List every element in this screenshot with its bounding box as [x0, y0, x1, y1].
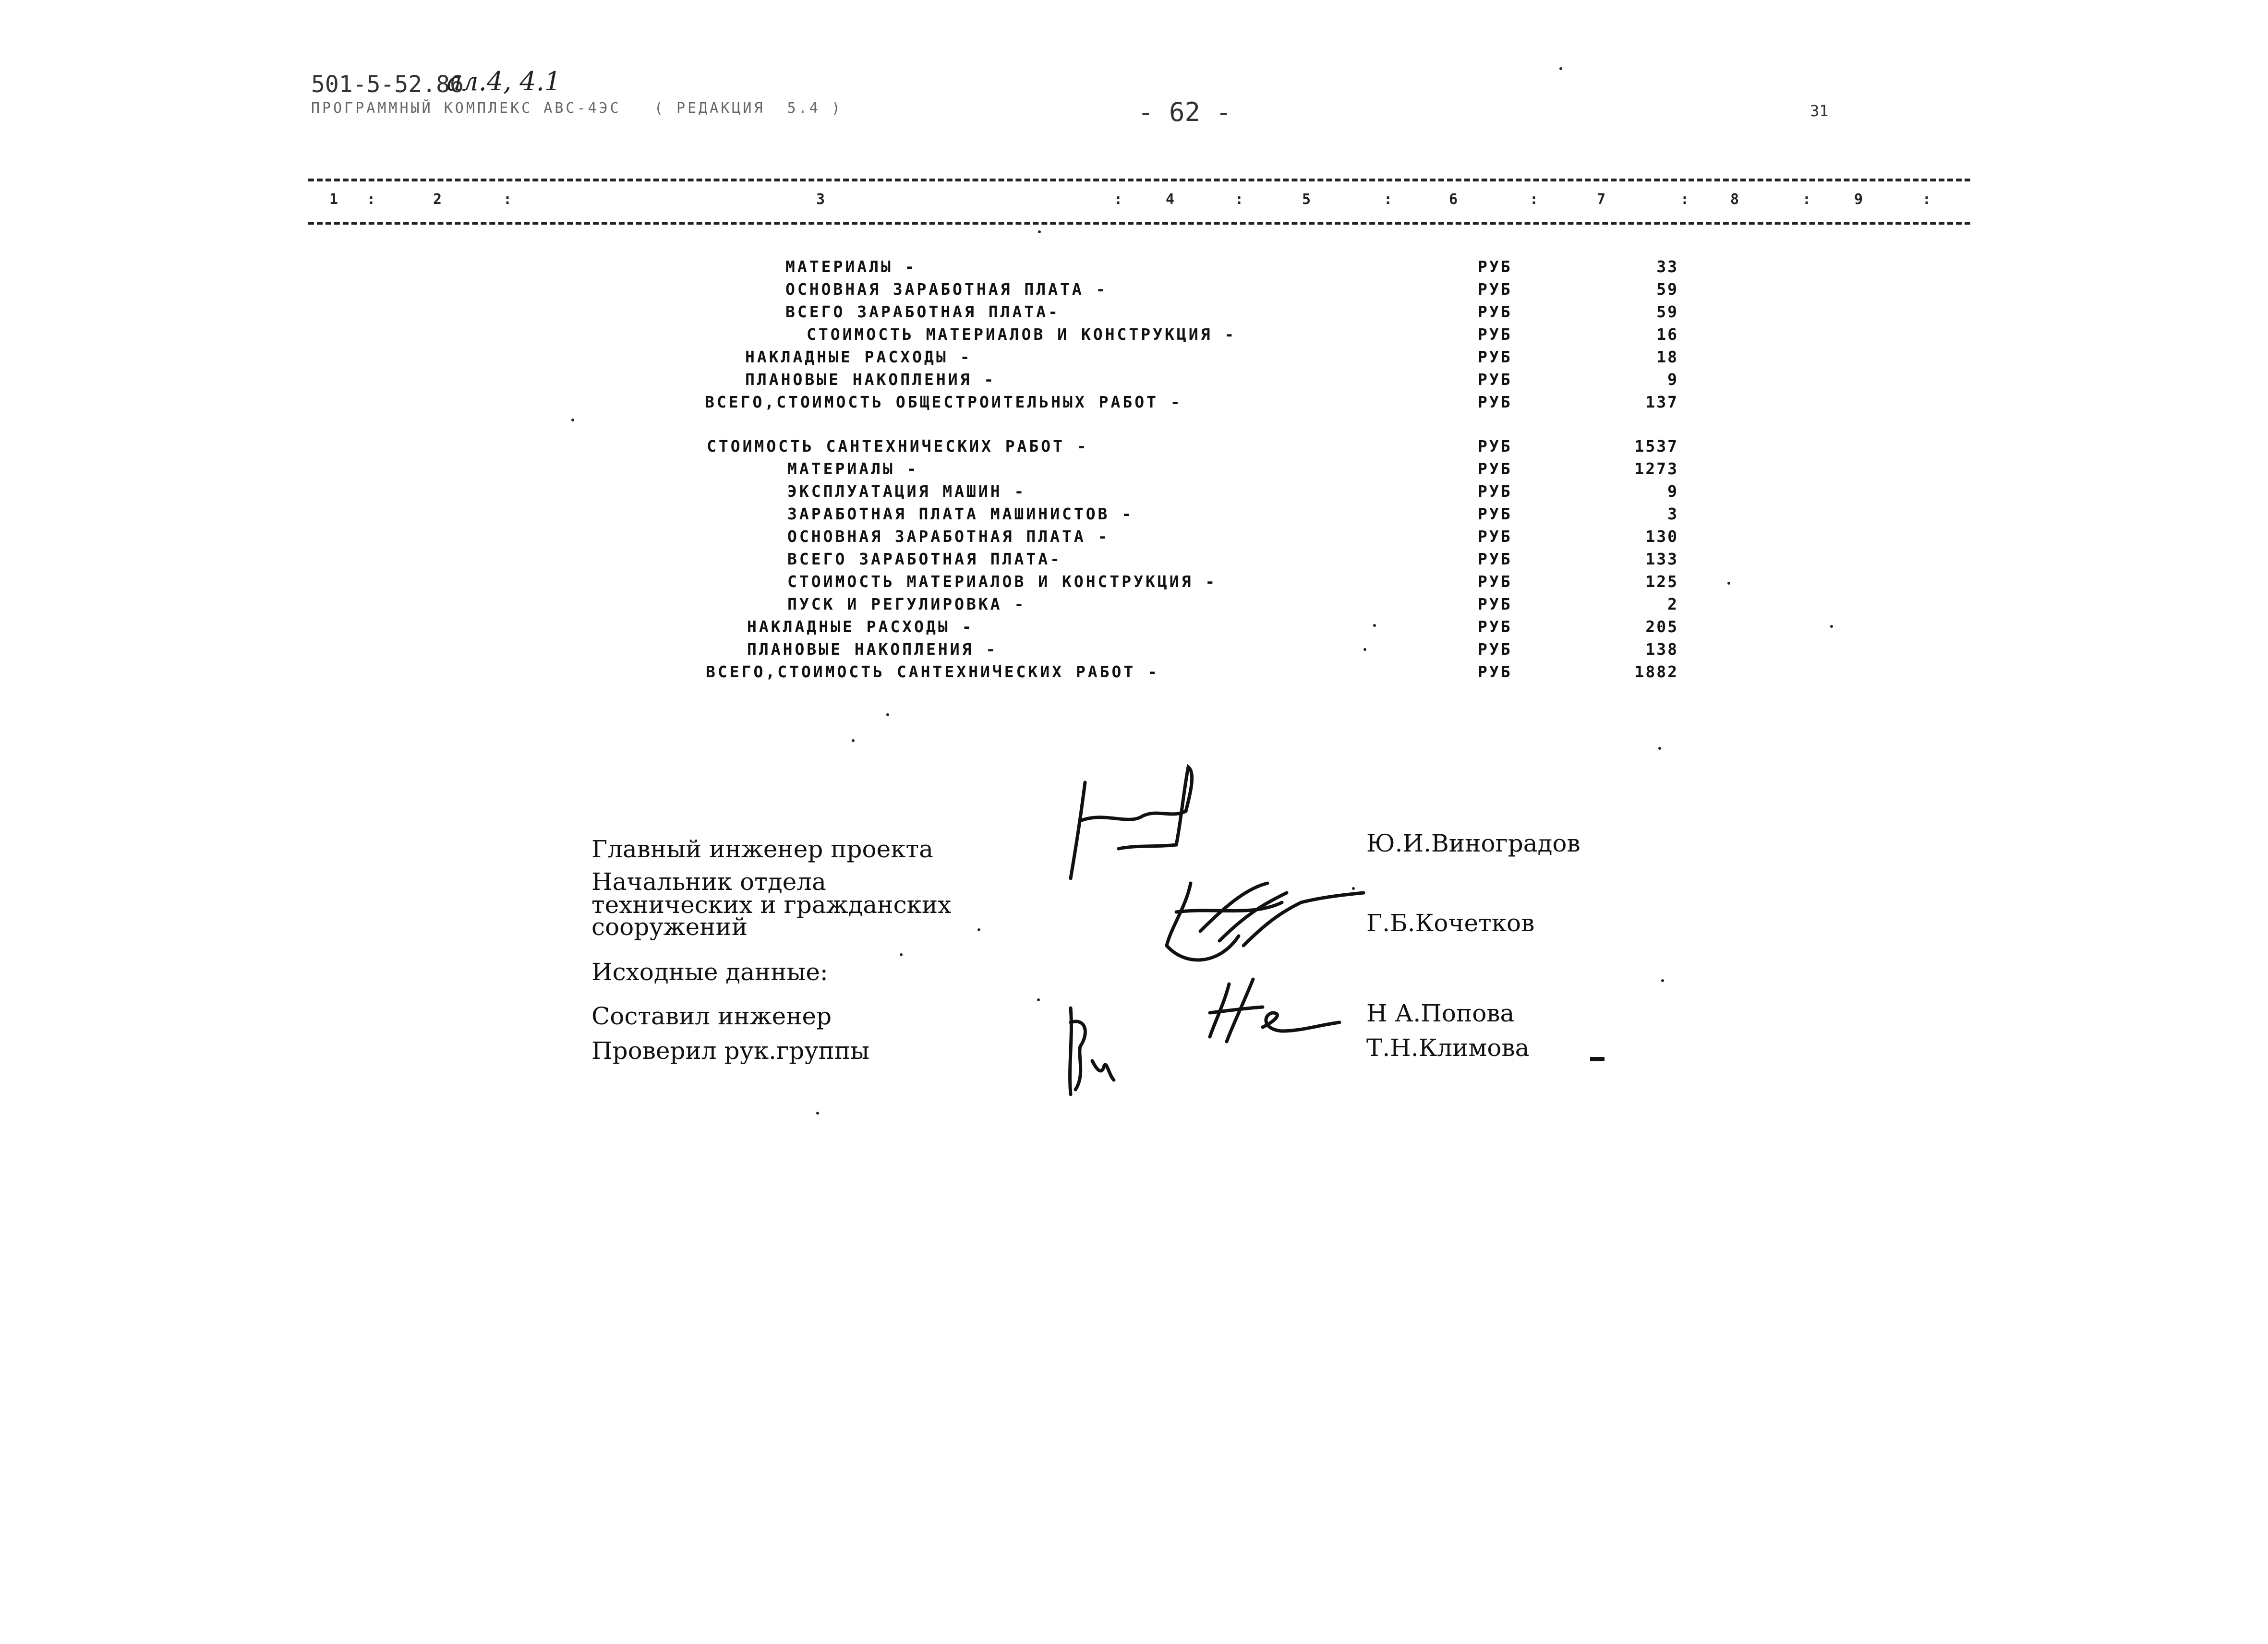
row-value: 59	[1656, 302, 1678, 321]
row-label: ВСЕГО ЗАРАБОТНАЯ ПЛАТА-	[787, 550, 1062, 568]
row-unit: РУБ	[1478, 572, 1512, 591]
table-row-total	[0, 393, 1678, 415]
dept-head-name: Г.Б.Кочетков	[1366, 909, 1535, 937]
row-label: ОСНОВНАЯ ЗАРАБОТНАЯ ПЛАТА -	[785, 280, 1108, 299]
column-separator: :	[1922, 191, 1931, 208]
row-unit: РУБ	[1478, 302, 1512, 321]
table-row	[0, 482, 1678, 504]
checker-signature	[1056, 1003, 1123, 1099]
column-number: 3	[816, 191, 825, 208]
scan-speck	[886, 713, 889, 716]
column-separator: :	[1114, 191, 1123, 208]
table-row	[0, 280, 1678, 302]
chief-engineer-name: Ю.И.Виноградов	[1366, 829, 1580, 857]
column-separator: :	[1235, 191, 1244, 208]
column-number: 4	[1166, 191, 1175, 208]
row-label: НАКЛАДНЫЕ РАСХОДЫ -	[745, 348, 972, 366]
row-value: 205	[1645, 617, 1678, 636]
row-unit: РУБ	[1478, 617, 1512, 636]
row-value: 1273	[1634, 459, 1678, 478]
table-row	[0, 617, 1678, 640]
row-value: 16	[1656, 325, 1678, 344]
column-number: 1	[329, 191, 338, 208]
row-label: НАКЛАДНЫЕ РАСХОДЫ -	[747, 617, 974, 636]
table-row	[0, 325, 1678, 348]
row-unit: РУБ	[1478, 393, 1512, 411]
scan-speck	[1038, 230, 1041, 233]
table-row	[0, 257, 1678, 280]
table-row	[0, 348, 1678, 370]
column-number: 7	[1597, 191, 1606, 208]
table-row	[0, 595, 1678, 617]
row-label: ВСЕГО,СТОИМОСТЬ САНТЕХНИЧЕСКИХ РАБОТ -	[706, 662, 1159, 681]
table-row	[0, 527, 1678, 550]
dept-head-title-line1: Начальник отдела	[591, 868, 826, 896]
scan-speck	[1373, 624, 1376, 627]
table-row-total	[0, 662, 1678, 685]
chief-engineer-signature	[1061, 763, 1215, 883]
row-value: 1882	[1634, 662, 1678, 681]
column-number: 8	[1730, 191, 1739, 208]
scan-speck	[1559, 67, 1562, 70]
scan-speck	[1658, 747, 1661, 750]
scan-speck	[900, 953, 903, 956]
row-value: 3	[1667, 504, 1678, 523]
row-value: 1537	[1634, 437, 1678, 456]
column-separator: :	[1802, 191, 1811, 208]
row-unit: РУБ	[1478, 370, 1512, 389]
table-top-rule	[308, 179, 1970, 181]
column-number: 9	[1854, 191, 1863, 208]
compiler-signature	[1200, 974, 1344, 1051]
table-row	[0, 640, 1678, 662]
scan-speck	[571, 419, 574, 421]
table-row	[0, 437, 1678, 459]
compiled-by-title: Составил инженер	[591, 1002, 832, 1030]
row-value: 9	[1667, 370, 1678, 389]
row-unit: РУБ	[1478, 640, 1512, 659]
row-value: 138	[1645, 640, 1678, 659]
row-label: ОСНОВНАЯ ЗАРАБОТНАЯ ПЛАТА -	[787, 527, 1110, 546]
row-unit: РУБ	[1478, 280, 1512, 299]
row-unit: РУБ	[1478, 550, 1512, 568]
row-unit: РУБ	[1478, 662, 1512, 681]
row-label: ПУСК И РЕГУЛИРОВКА -	[787, 595, 1026, 613]
dept-head-title-line3: сооружений	[591, 913, 748, 941]
checked-by-title: Проверил рук.группы	[591, 1037, 870, 1065]
column-separator: :	[1384, 191, 1393, 208]
column-number: 5	[1302, 191, 1311, 208]
row-label: ВСЕГО ЗАРАБОТНАЯ ПЛАТА-	[785, 302, 1060, 321]
scan-speck	[1037, 998, 1040, 1001]
handwritten-annotation: ал.4, 4.1	[446, 66, 561, 96]
row-label: СТОИМОСТЬ МАТЕРИАЛОВ И КОНСТРУКЦИЯ -	[787, 572, 1218, 591]
row-label: ПЛАНОВЫЕ НАКОПЛЕНИЯ -	[747, 640, 998, 659]
document-code: 501-5-52.86	[311, 71, 464, 98]
row-label: ПЛАНОВЫЕ НАКОПЛЕНИЯ -	[745, 370, 996, 389]
column-separator: :	[1530, 191, 1539, 208]
page-number: - 62 -	[1138, 97, 1232, 127]
row-unit: РУБ	[1478, 527, 1512, 546]
row-value: 33	[1656, 257, 1678, 276]
row-value: 137	[1645, 393, 1678, 411]
source-data-label: Исходные данные:	[591, 958, 828, 986]
scan-speck	[977, 928, 980, 931]
chief-engineer-title: Главный инженер проекта	[591, 835, 933, 863]
column-separator: :	[1680, 191, 1689, 208]
row-label: МАТЕРИАЛЫ -	[787, 459, 919, 478]
table-row	[0, 550, 1678, 572]
row-unit: РУБ	[1478, 437, 1512, 456]
column-separator: :	[367, 191, 376, 208]
row-unit: РУБ	[1478, 482, 1512, 501]
row-label: ЗАРАБОТНАЯ ПЛАТА МАШИНИСТОВ -	[787, 504, 1134, 523]
row-label: СТОИМОСТЬ МАТЕРИАЛОВ И КОНСТРУКЦИЯ -	[807, 325, 1237, 344]
table-row	[0, 459, 1678, 482]
row-unit: РУБ	[1478, 348, 1512, 366]
sheet-number: 31	[1810, 102, 1829, 120]
scan-mark	[1590, 1057, 1604, 1061]
column-number: 6	[1449, 191, 1458, 208]
compiled-by-name: Н А.Попова	[1366, 999, 1515, 1027]
row-value: 18	[1656, 348, 1678, 366]
row-value: 130	[1645, 527, 1678, 546]
row-unit: РУБ	[1478, 504, 1512, 523]
row-value: 133	[1645, 550, 1678, 568]
row-unit: РУБ	[1478, 325, 1512, 344]
scan-speck	[1727, 582, 1730, 585]
dept-head-signature	[1157, 874, 1368, 970]
row-label: ЭКСПЛУАТАЦИЯ МАШИН -	[787, 482, 1026, 501]
column-separator: :	[503, 191, 512, 208]
scan-speck	[1352, 887, 1355, 890]
row-unit: РУБ	[1478, 257, 1512, 276]
program-line: ПРОГРАММНЫЙ КОМПЛЕКС АВС-4ЭС ( РЕДАКЦИЯ 5.4 )	[311, 100, 843, 117]
table-row	[0, 572, 1678, 595]
table-row	[0, 302, 1678, 325]
row-label: МАТЕРИАЛЫ -	[785, 257, 917, 276]
checked-by-name: Т.Н.Климова	[1366, 1034, 1530, 1062]
row-label: СТОИМОСТЬ САНТЕХНИЧЕСКИХ РАБОТ -	[707, 437, 1089, 456]
row-label: ВСЕГО,СТОИМОСТЬ ОБЩЕСТРОИТЕЛЬНЫХ РАБОТ -	[705, 393, 1182, 411]
scan-speck	[1661, 979, 1664, 982]
column-number: 2	[433, 191, 442, 208]
scan-speck	[1830, 625, 1833, 628]
row-value: 9	[1667, 482, 1678, 501]
table-header-rule	[308, 222, 1970, 225]
scan-speck	[816, 1112, 819, 1115]
scan-speck	[852, 739, 855, 742]
row-unit: РУБ	[1478, 459, 1512, 478]
scan-speck	[1363, 648, 1366, 651]
table-row	[0, 370, 1678, 393]
row-unit: РУБ	[1478, 595, 1512, 613]
dept-head-title-line2: технических и гражданских	[591, 891, 952, 919]
row-value: 59	[1656, 280, 1678, 299]
table-row	[0, 504, 1678, 527]
row-value: 2	[1667, 595, 1678, 613]
row-value: 125	[1645, 572, 1678, 591]
